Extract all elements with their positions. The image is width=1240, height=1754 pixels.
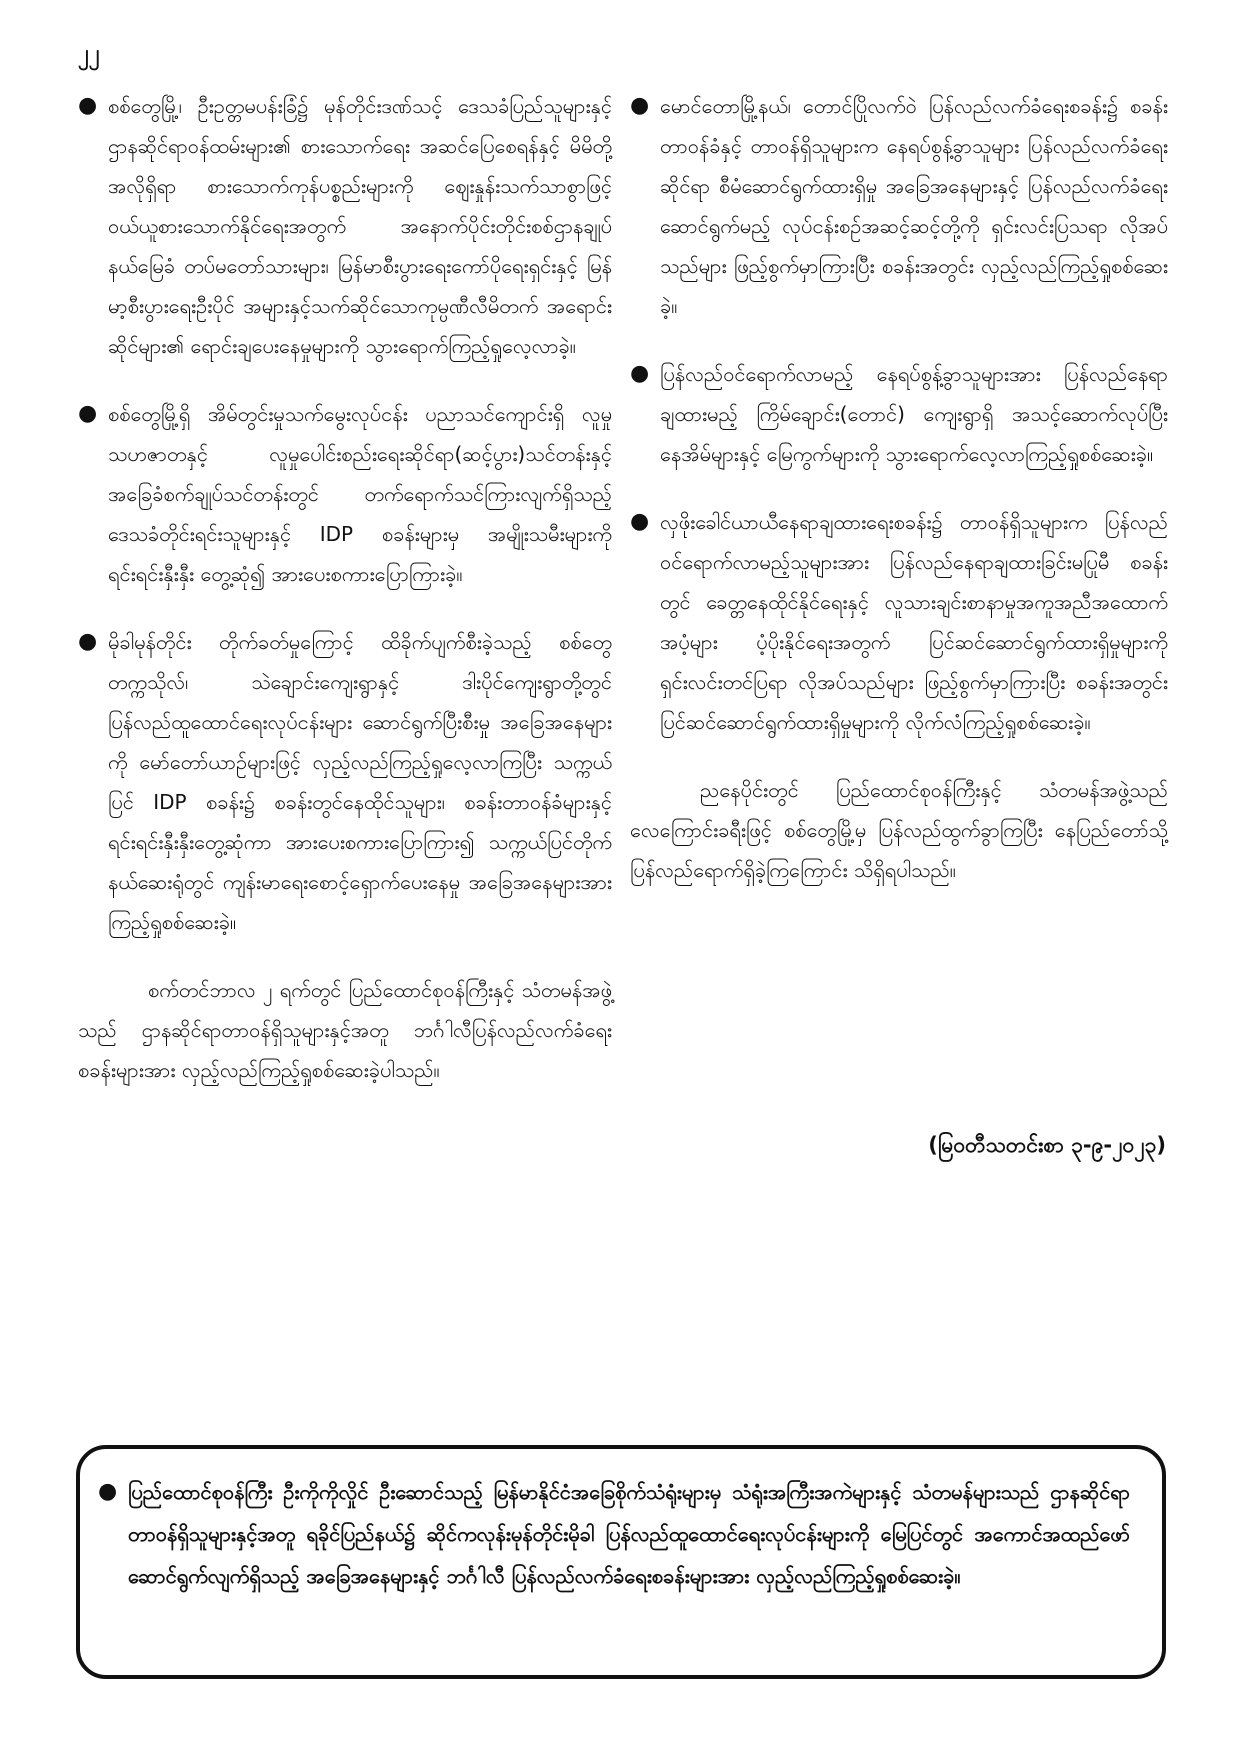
- left-column: [78, 86, 612, 1118]
- bullet-icon: ●: [78, 629, 98, 654]
- body-paragraph: ညနေပိုင်းတွင် ပြည်ထောင်စုဝန်ကြီးနှင့် သံတမန်အဖွဲ့သည် လေကြောင်းခရီးဖြင့် စစ်တွေမြို့မှ ပြန်လည်ထွက်ခွာကြပြီး နေပြည်တော်သို့ ပြန်လည်ရောက်ရှိခဲ့ကြကြောင်း သိရှိရပါသည်။: [630, 778, 1168, 882]
- bullet-icon: ●: [630, 361, 650, 386]
- list-item: [630, 502, 1168, 742]
- bullet-text: မောင်တောမြို့နယ်၊ တောင်ပြိုလက်ဝဲ ပြန်လည်လက်ခံရေးစခန်း၌ စခန်းတာဝန်ခံနှင့် တာဝန်ရှိသူများက နေရပ်စွန့်ခွာသူများ ပြန်လည်လက်ခံရေးဆိုင်ရာ စီမံဆောင်ရွက်ထားရှိမှု အခြေအနေများနှင့် ပြန်လည်လက်ခံရေးဆောင်ရွက်မည့် လုပ်ငန်းစဉ်အဆင့်ဆင့်တို့ကို ရှင်းလင်းပြသရာ လိုအပ်သည်များ ဖြည့်စွက်မှာကြားပြီး စခန်းအတွင်း လှည့်လည်ကြည့်ရှုစစ်ဆေးခဲ့။: [660, 94, 1168, 318]
- bullet-icon: ●: [78, 93, 98, 118]
- list-item: [78, 394, 612, 594]
- highlight-text: ပြည်ထောင်စုဝန်ကြီး ဦးကိုကိုလှိုင် ဦးဆောင်သည့် မြန်မာနိုင်ငံအခြေစိုက်သံရုံးများမှ သံရုံးအကြီးအကဲများနှင့် သံတမန်များသည် ဌာနဆိုင်ရာတာဝန်ရှိသူများနှင့်အတူ ရခိုင်ပြည်နယ်၌ ဆိုင်ကလုန်းမုန်တိုင်းမိုခါ ပြန်လည်ထူထောင်ရေးလုပ်ငန်းများကို မြေပြင်တွင် အကောင်အထည်ဖော် ဆောင်ရွက်လျက်ရှိသည့် အခြေအနေများနှင့် ဘင်္ဂါလီ ပြန်လည်လက်ခံရေးစခန်းများအား လှည့်လည်ကြည့်ရှုစစ်ဆေးခဲ့။: [128, 1480, 1130, 1588]
- list-item: [98, 1471, 1130, 1597]
- body-paragraph: စက်တင်ဘာလ ၂ ရက်တွင် ပြည်ထောင်စုဝန်ကြီးနှင့် သံတမန်အဖွဲ့သည် ဌာနဆိုင်ရာတာဝန်ရှိသူများနှင့်အတူ ဘင်္ဂါလီပြန်လည်လက်ခံရေးစခန်းများအား လှည့်လည်ကြည့်ရှုစစ်ဆေးခဲ့ပါသည်။: [78, 978, 612, 1082]
- list-item: [630, 86, 1168, 326]
- bullet-text: မိုခါမုန်တိုင်း တိုက်ခတ်မှုကြောင့် ထိခိုက်ပျက်စီးခဲ့သည့် စစ်တွေတက္ကသိုလ်၊ သဲချောင်းကျေးရွာနှင့် ဒါးပိုင်ကျေးရွာတို့တွင် ပြန်လည်ထူထောင်ရေးလုပ်ငန်းများ ဆောင်ရွက်ပြီးစီးမှု အခြေအနေများကို မော်တော်ယာဉ်များဖြင့် လှည့်လည်ကြည့်ရှုလေ့လာကြပြီး သက္ကယ်ပြင် IDP စခန်း၌ စခန်းတွင်နေထိုင်သူများ၊ စခန်းတာဝန်ခံများနှင့် ရင်းရင်းနှီးနှီးတွေ့ဆုံကာ အားပေးစကားပြောကြား၍ သက္ကယ်ပြင်တိုက်နယ်ဆေးရုံတွင် ကျန်းမာရေးစောင့်ရှောက်ပေးနေမှု အခြေအနေများအား ကြည့်ရှုစစ်ဆေးခဲ့။: [108, 630, 612, 934]
- bullet-icon: ●: [98, 1479, 118, 1504]
- page-number: ၂၂: [78, 41, 100, 66]
- bullet-icon: ●: [630, 509, 650, 534]
- bullet-icon: ●: [78, 401, 98, 426]
- bullet-text: လှဖိုးခေါင်ယာယီနေရာချထားရေးစခန်း၌ တာဝန်ရှိသူများက ပြန်လည်ဝင်ရောက်လာမည့်သူများအား ပြန်လည်နေရာချထားခြင်းမပြုမီ စခန်းတွင် ခေတ္တနေထိုင်နိုင်ရေးနှင့် လူသားချင်းစာနာမှုအကူအညီအထောက်အပံ့များ ပံ့ပိုးနိုင်ရေးအတွက် ပြင်ဆင်ဆောင်ရွက်ထားရှိမှုများကို ရှင်းလင်းတင်ပြရာ လိုအပ်သည်များ ဖြည့်စွက်မှာကြားပြီး စခန်းအတွင်း ပြင်ဆင်ဆောင်ရွက်ထားရှိမှုများကို လိုက်လံကြည့်ရှုစစ်ဆေးခဲ့။: [660, 510, 1168, 734]
- bullet-text: စစ်တွေမြို့၊ ဦးဥတ္တမပန်းခြံ၌ မုန်တိုင်းဒဏ်သင့် ဒေသခံပြည်သူများနှင့် ဌာနဆိုင်ရာဝန်ထမ်းများ၏ စားသောက်ရေး အဆင်ပြေစေရန်နှင့် မိမိတို့အလိုရှိရာ စားသောက်ကုန်ပစ္စည်းများကို ဈေးနှုန်းသက်သာစွာဖြင့် ဝယ်ယူစားသောက်နိုင်ရေးအတွက် အနောက်ပိုင်းတိုင်းစစ်ဌာနချုပ်နယ်မြေခံ တပ်မတော်သားများ၊ မြန်မာစီးပွားရေးကော်ပိုရေးရှင်းနှင့် မြန်မာ့စီးပွားရေးဦးပိုင် အများနှင့်သက်ဆိုင်သောကုမ္ပဏီလီမိတက် အရောင်းဆိုင်များ၏ ရောင်းချပေးနေမှုများကို သွားရောက်ကြည့်ရှုလေ့လာခဲ့။: [108, 94, 612, 358]
- bullet-text: စစ်တွေမြို့ရှိ အိမ်တွင်းမှုသက်မွေးလုပ်ငန်း ပညာသင်ကျောင်းရှိ လူမှုသဟဇာတနှင့် လူမှုပေါင်းစည်းရေးဆိုင်ရာ(ဆင့်ပွား)သင်တန်းနှင့် အခြေခံစက်ချုပ်သင်တန်းတွင် တက်ရောက်သင်ကြားလျက်ရှိသည့် ဒေသခံတိုင်းရင်းသူများနှင့် IDP စခန်းများမှ အမျိုးသမီးများကို ရင်းရင်းနှီးနှီး တွေ့ဆုံ၍ အားပေးစကားပြောကြားခဲ့။: [108, 402, 612, 586]
- bullet-text: ပြန်လည်ဝင်ရောက်လာမည့် နေရပ်စွန့်ခွာသူများအား ပြန်လည်နေရာချထားမည့် ကြိမ်ချောင်း(တောင်) ကျေးရွာရှိ အသင့်ဆောက်လုပ်ပြီးနေအိမ်များနှင့် မြေကွက်များကို သွားရောက်လေ့လာကြည့်ရှုစစ်ဆေးခဲ့။: [660, 362, 1168, 466]
- list-item: [78, 86, 612, 366]
- bullet-icon: ●: [630, 93, 650, 118]
- list-item: [630, 354, 1168, 474]
- right-column: [630, 86, 1168, 918]
- list-item: [78, 622, 612, 942]
- source-citation: (မြဝတီသတင်းစာ ၃-၉-၂၀၂၃): [928, 1133, 1166, 1157]
- highlight-box: [76, 1445, 1166, 1679]
